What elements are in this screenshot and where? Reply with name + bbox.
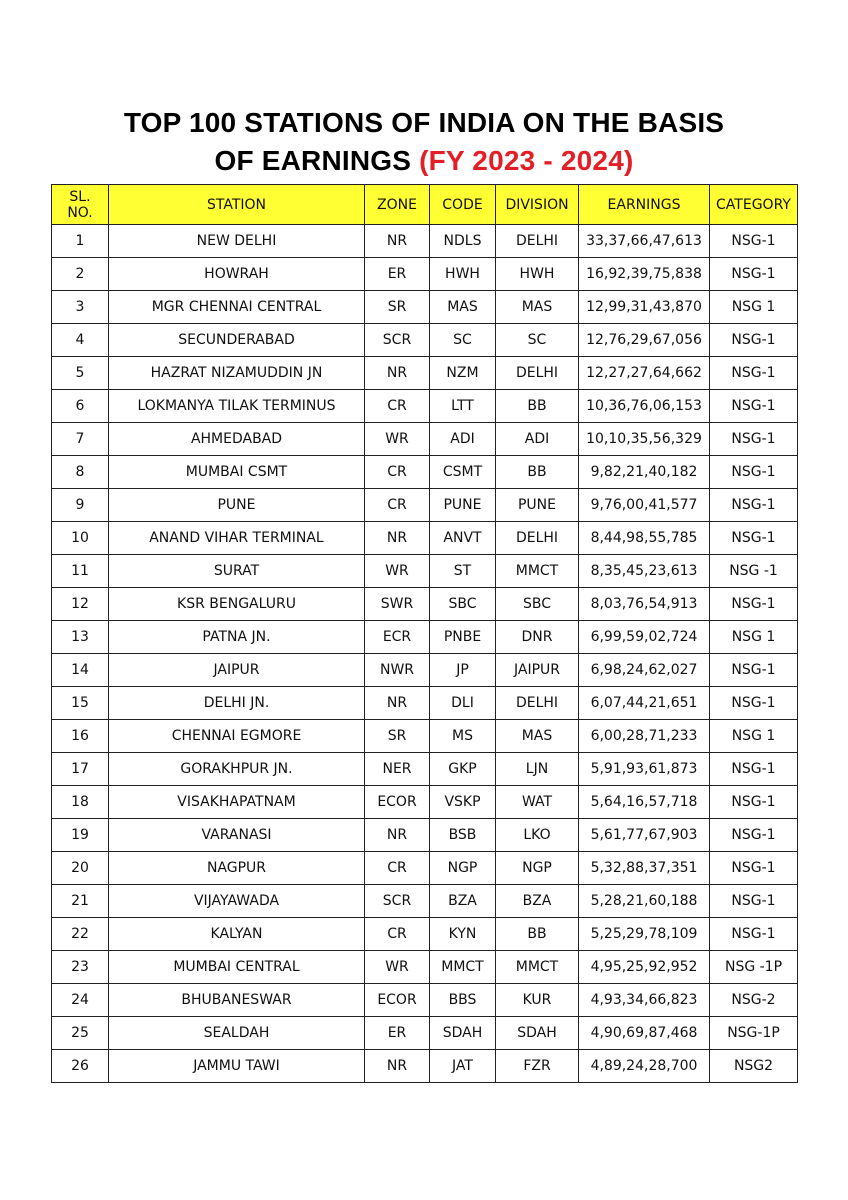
table-row xyxy=(52,984,798,1017)
table-row xyxy=(52,423,798,456)
table-row xyxy=(52,588,798,621)
cell-category: NSG-1 xyxy=(710,885,798,918)
cell-category: NSG -1 xyxy=(710,555,798,588)
table-row xyxy=(52,951,798,984)
cell-code: NZM xyxy=(430,357,496,390)
cell-zone: ER xyxy=(365,1017,430,1050)
cell-code: JAT xyxy=(430,1050,496,1083)
cell-earnings: 10,36,76,06,153 xyxy=(579,390,710,423)
cell-category: NSG-1 xyxy=(710,225,798,258)
cell-station: PATNA JN. xyxy=(109,621,365,654)
cell-zone: NR xyxy=(365,687,430,720)
table-row xyxy=(52,1050,798,1083)
header-sl-no xyxy=(52,185,109,225)
cell-zone: NWR xyxy=(365,654,430,687)
cell-code: PUNE xyxy=(430,489,496,522)
cell-division: ADI xyxy=(496,423,579,456)
table-row xyxy=(52,390,798,423)
cell-zone: SCR xyxy=(365,324,430,357)
table-row xyxy=(52,753,798,786)
table-header xyxy=(52,185,798,225)
cell-code: DLI xyxy=(430,687,496,720)
cell-category: NSG-1P xyxy=(710,1017,798,1050)
cell-division: DELHI xyxy=(496,357,579,390)
cell-code: LTT xyxy=(430,390,496,423)
cell-code: MS xyxy=(430,720,496,753)
cell-sl-no: 7 xyxy=(52,423,109,456)
cell-station: SECUNDERABAD xyxy=(109,324,365,357)
cell-sl-no: 21 xyxy=(52,885,109,918)
cell-sl-no: 2 xyxy=(52,258,109,291)
cell-station: HAZRAT NIZAMUDDIN JN xyxy=(109,357,365,390)
cell-zone: CR xyxy=(365,489,430,522)
cell-division: DELHI xyxy=(496,687,579,720)
cell-category: NSG-1 xyxy=(710,786,798,819)
cell-earnings: 12,76,29,67,056 xyxy=(579,324,710,357)
table-row xyxy=(52,720,798,753)
cell-code: NDLS xyxy=(430,225,496,258)
cell-earnings: 6,07,44,21,651 xyxy=(579,687,710,720)
cell-sl-no: 23 xyxy=(52,951,109,984)
cell-station: ANAND VIHAR TERMINAL xyxy=(109,522,365,555)
cell-station: VIJAYAWADA xyxy=(109,885,365,918)
table-row xyxy=(52,357,798,390)
cell-zone: NR xyxy=(365,357,430,390)
cell-sl-no: 25 xyxy=(52,1017,109,1050)
cell-division: BB xyxy=(496,918,579,951)
cell-code: CSMT xyxy=(430,456,496,489)
cell-sl-no: 6 xyxy=(52,390,109,423)
cell-sl-no: 26 xyxy=(52,1050,109,1083)
cell-station: JAMMU TAWI xyxy=(109,1050,365,1083)
cell-code: BSB xyxy=(430,819,496,852)
cell-zone: SR xyxy=(365,720,430,753)
cell-station: SURAT xyxy=(109,555,365,588)
cell-zone: ER xyxy=(365,258,430,291)
cell-division: BB xyxy=(496,456,579,489)
cell-code: BBS xyxy=(430,984,496,1017)
cell-sl-no: 1 xyxy=(52,225,109,258)
cell-sl-no: 15 xyxy=(52,687,109,720)
cell-code: PNBE xyxy=(430,621,496,654)
cell-earnings: 5,64,16,57,718 xyxy=(579,786,710,819)
cell-earnings: 5,32,88,37,351 xyxy=(579,852,710,885)
cell-sl-no: 12 xyxy=(52,588,109,621)
cell-sl-no: 14 xyxy=(52,654,109,687)
cell-sl-no: 19 xyxy=(52,819,109,852)
cell-category: NSG-1 xyxy=(710,258,798,291)
table-row xyxy=(52,324,798,357)
cell-code: ADI xyxy=(430,423,496,456)
table-row xyxy=(52,918,798,951)
cell-code: SDAH xyxy=(430,1017,496,1050)
cell-category: NSG-1 xyxy=(710,819,798,852)
cell-station: NEW DELHI xyxy=(109,225,365,258)
table-row xyxy=(52,621,798,654)
cell-zone: NR xyxy=(365,522,430,555)
table-body xyxy=(52,225,798,1083)
table-row xyxy=(52,654,798,687)
title-fiscal-year: (FY 2023 - 2024) xyxy=(419,145,634,176)
cell-code: HWH xyxy=(430,258,496,291)
cell-station: GORAKHPUR JN. xyxy=(109,753,365,786)
cell-category: NSG 1 xyxy=(710,621,798,654)
cell-station: MUMBAI CSMT xyxy=(109,456,365,489)
header-code: CODE xyxy=(430,185,496,225)
cell-earnings: 9,82,21,40,182 xyxy=(579,456,710,489)
cell-earnings: 4,95,25,92,952 xyxy=(579,951,710,984)
cell-earnings: 8,35,45,23,613 xyxy=(579,555,710,588)
cell-station: DELHI JN. xyxy=(109,687,365,720)
cell-zone: SWR xyxy=(365,588,430,621)
cell-station: CHENNAI EGMORE xyxy=(109,720,365,753)
cell-sl-no: 13 xyxy=(52,621,109,654)
table-row xyxy=(52,225,798,258)
cell-station: PUNE xyxy=(109,489,365,522)
header-division: DIVISION xyxy=(496,185,579,225)
title-line-2-prefix: OF EARNINGS xyxy=(214,145,420,176)
cell-sl-no: 9 xyxy=(52,489,109,522)
table-row xyxy=(52,1017,798,1050)
cell-station: LOKMANYA TILAK TERMINUS xyxy=(109,390,365,423)
cell-code: SC xyxy=(430,324,496,357)
cell-earnings: 5,91,93,61,873 xyxy=(579,753,710,786)
cell-zone: NR xyxy=(365,1050,430,1083)
cell-zone: NER xyxy=(365,753,430,786)
cell-division: DNR xyxy=(496,621,579,654)
table-row xyxy=(52,852,798,885)
cell-division: SDAH xyxy=(496,1017,579,1050)
cell-earnings: 6,99,59,02,724 xyxy=(579,621,710,654)
cell-code: ANVT xyxy=(430,522,496,555)
header-category: CATEGORY xyxy=(710,185,798,225)
cell-category: NSG-1 xyxy=(710,918,798,951)
cell-earnings: 33,37,66,47,613 xyxy=(579,225,710,258)
stations-table xyxy=(51,184,798,1083)
header-sl-line1: SL. xyxy=(69,188,91,205)
cell-sl-no: 3 xyxy=(52,291,109,324)
header-zone: ZONE xyxy=(365,185,430,225)
cell-code: GKP xyxy=(430,753,496,786)
header-station: STATION xyxy=(109,185,365,225)
cell-earnings: 6,98,24,62,027 xyxy=(579,654,710,687)
cell-zone: ECOR xyxy=(365,984,430,1017)
cell-code: BZA xyxy=(430,885,496,918)
cell-code: VSKP xyxy=(430,786,496,819)
header-row xyxy=(52,185,798,225)
cell-zone: NR xyxy=(365,225,430,258)
cell-category: NSG 1 xyxy=(710,291,798,324)
cell-division: MMCT xyxy=(496,555,579,588)
cell-station: AHMEDABAD xyxy=(109,423,365,456)
cell-zone: WR xyxy=(365,423,430,456)
cell-sl-no: 18 xyxy=(52,786,109,819)
cell-division: HWH xyxy=(496,258,579,291)
cell-station: BHUBANESWAR xyxy=(109,984,365,1017)
cell-division: SC xyxy=(496,324,579,357)
cell-category: NSG2 xyxy=(710,1050,798,1083)
table-row xyxy=(52,258,798,291)
table-row xyxy=(52,291,798,324)
cell-category: NSG-1 xyxy=(710,654,798,687)
cell-earnings: 9,76,00,41,577 xyxy=(579,489,710,522)
cell-category: NSG-2 xyxy=(710,984,798,1017)
cell-station: MGR CHENNAI CENTRAL xyxy=(109,291,365,324)
cell-station: KALYAN xyxy=(109,918,365,951)
cell-code: SBC xyxy=(430,588,496,621)
cell-earnings: 8,44,98,55,785 xyxy=(579,522,710,555)
cell-station: KSR BENGALURU xyxy=(109,588,365,621)
cell-zone: SCR xyxy=(365,885,430,918)
cell-category: NSG-1 xyxy=(710,489,798,522)
cell-division: WAT xyxy=(496,786,579,819)
cell-division: NGP xyxy=(496,852,579,885)
cell-division: BZA xyxy=(496,885,579,918)
cell-category: NSG-1 xyxy=(710,390,798,423)
table-row xyxy=(52,786,798,819)
cell-category: NSG-1 xyxy=(710,423,798,456)
cell-division: PUNE xyxy=(496,489,579,522)
cell-zone: ECOR xyxy=(365,786,430,819)
cell-station: HOWRAH xyxy=(109,258,365,291)
cell-division: DELHI xyxy=(496,522,579,555)
cell-sl-no: 5 xyxy=(52,357,109,390)
cell-division: FZR xyxy=(496,1050,579,1083)
cell-earnings: 16,92,39,75,838 xyxy=(579,258,710,291)
cell-sl-no: 8 xyxy=(52,456,109,489)
header-sl-line2: NO. xyxy=(67,204,93,221)
cell-earnings: 12,99,31,43,870 xyxy=(579,291,710,324)
cell-category: NSG-1 xyxy=(710,852,798,885)
cell-earnings: 5,25,29,78,109 xyxy=(579,918,710,951)
table-row xyxy=(52,687,798,720)
cell-sl-no: 17 xyxy=(52,753,109,786)
cell-division: DELHI xyxy=(496,225,579,258)
cell-division: LKO xyxy=(496,819,579,852)
cell-division: SBC xyxy=(496,588,579,621)
cell-sl-no: 10 xyxy=(52,522,109,555)
cell-zone: WR xyxy=(365,951,430,984)
cell-division: MAS xyxy=(496,720,579,753)
cell-category: NSG-1 xyxy=(710,324,798,357)
cell-sl-no: 24 xyxy=(52,984,109,1017)
cell-station: SEALDAH xyxy=(109,1017,365,1050)
cell-category: NSG -1P xyxy=(710,951,798,984)
cell-division: KUR xyxy=(496,984,579,1017)
cell-zone: NR xyxy=(365,819,430,852)
cell-zone: CR xyxy=(365,918,430,951)
cell-category: NSG-1 xyxy=(710,522,798,555)
cell-station: MUMBAI CENTRAL xyxy=(109,951,365,984)
cell-earnings: 10,10,35,56,329 xyxy=(579,423,710,456)
cell-zone: CR xyxy=(365,852,430,885)
cell-sl-no: 4 xyxy=(52,324,109,357)
cell-category: NSG-1 xyxy=(710,456,798,489)
table-row xyxy=(52,819,798,852)
cell-division: JAIPUR xyxy=(496,654,579,687)
table-row xyxy=(52,522,798,555)
cell-zone: CR xyxy=(365,456,430,489)
cell-category: NSG-1 xyxy=(710,588,798,621)
cell-sl-no: 16 xyxy=(52,720,109,753)
cell-earnings: 5,61,77,67,903 xyxy=(579,819,710,852)
cell-earnings: 5,28,21,60,188 xyxy=(579,885,710,918)
cell-sl-no: 11 xyxy=(52,555,109,588)
cell-station: NAGPUR xyxy=(109,852,365,885)
cell-sl-no: 20 xyxy=(52,852,109,885)
cell-category: NSG 1 xyxy=(710,720,798,753)
cell-earnings: 6,00,28,71,233 xyxy=(579,720,710,753)
table-row xyxy=(52,456,798,489)
title-line-2 xyxy=(0,142,848,180)
cell-division: LJN xyxy=(496,753,579,786)
cell-zone: ECR xyxy=(365,621,430,654)
cell-sl-no: 22 xyxy=(52,918,109,951)
cell-division: BB xyxy=(496,390,579,423)
cell-division: MAS xyxy=(496,291,579,324)
cell-zone: CR xyxy=(365,390,430,423)
cell-station: JAIPUR xyxy=(109,654,365,687)
cell-code: JP xyxy=(430,654,496,687)
cell-code: KYN xyxy=(430,918,496,951)
cell-code: MMCT xyxy=(430,951,496,984)
cell-earnings: 8,03,76,54,913 xyxy=(579,588,710,621)
cell-division: MMCT xyxy=(496,951,579,984)
cell-category: NSG-1 xyxy=(710,687,798,720)
title-line-1: TOP 100 STATIONS OF INDIA ON THE BASIS xyxy=(123,107,725,138)
cell-earnings: 4,90,69,87,468 xyxy=(579,1017,710,1050)
table-row xyxy=(52,555,798,588)
header-earnings: EARNINGS xyxy=(579,185,710,225)
cell-earnings: 4,89,24,28,700 xyxy=(579,1050,710,1083)
cell-code: ST xyxy=(430,555,496,588)
cell-station: VARANASI xyxy=(109,819,365,852)
cell-code: MAS xyxy=(430,291,496,324)
cell-zone: SR xyxy=(365,291,430,324)
cell-zone: WR xyxy=(365,555,430,588)
table-row xyxy=(52,489,798,522)
cell-category: NSG-1 xyxy=(710,753,798,786)
cell-earnings: 12,27,27,64,662 xyxy=(579,357,710,390)
table-row xyxy=(52,885,798,918)
cell-station: VISAKHAPATNAM xyxy=(109,786,365,819)
page-title xyxy=(0,104,848,180)
cell-earnings: 4,93,34,66,823 xyxy=(579,984,710,1017)
cell-category: NSG-1 xyxy=(710,357,798,390)
cell-code: NGP xyxy=(430,852,496,885)
